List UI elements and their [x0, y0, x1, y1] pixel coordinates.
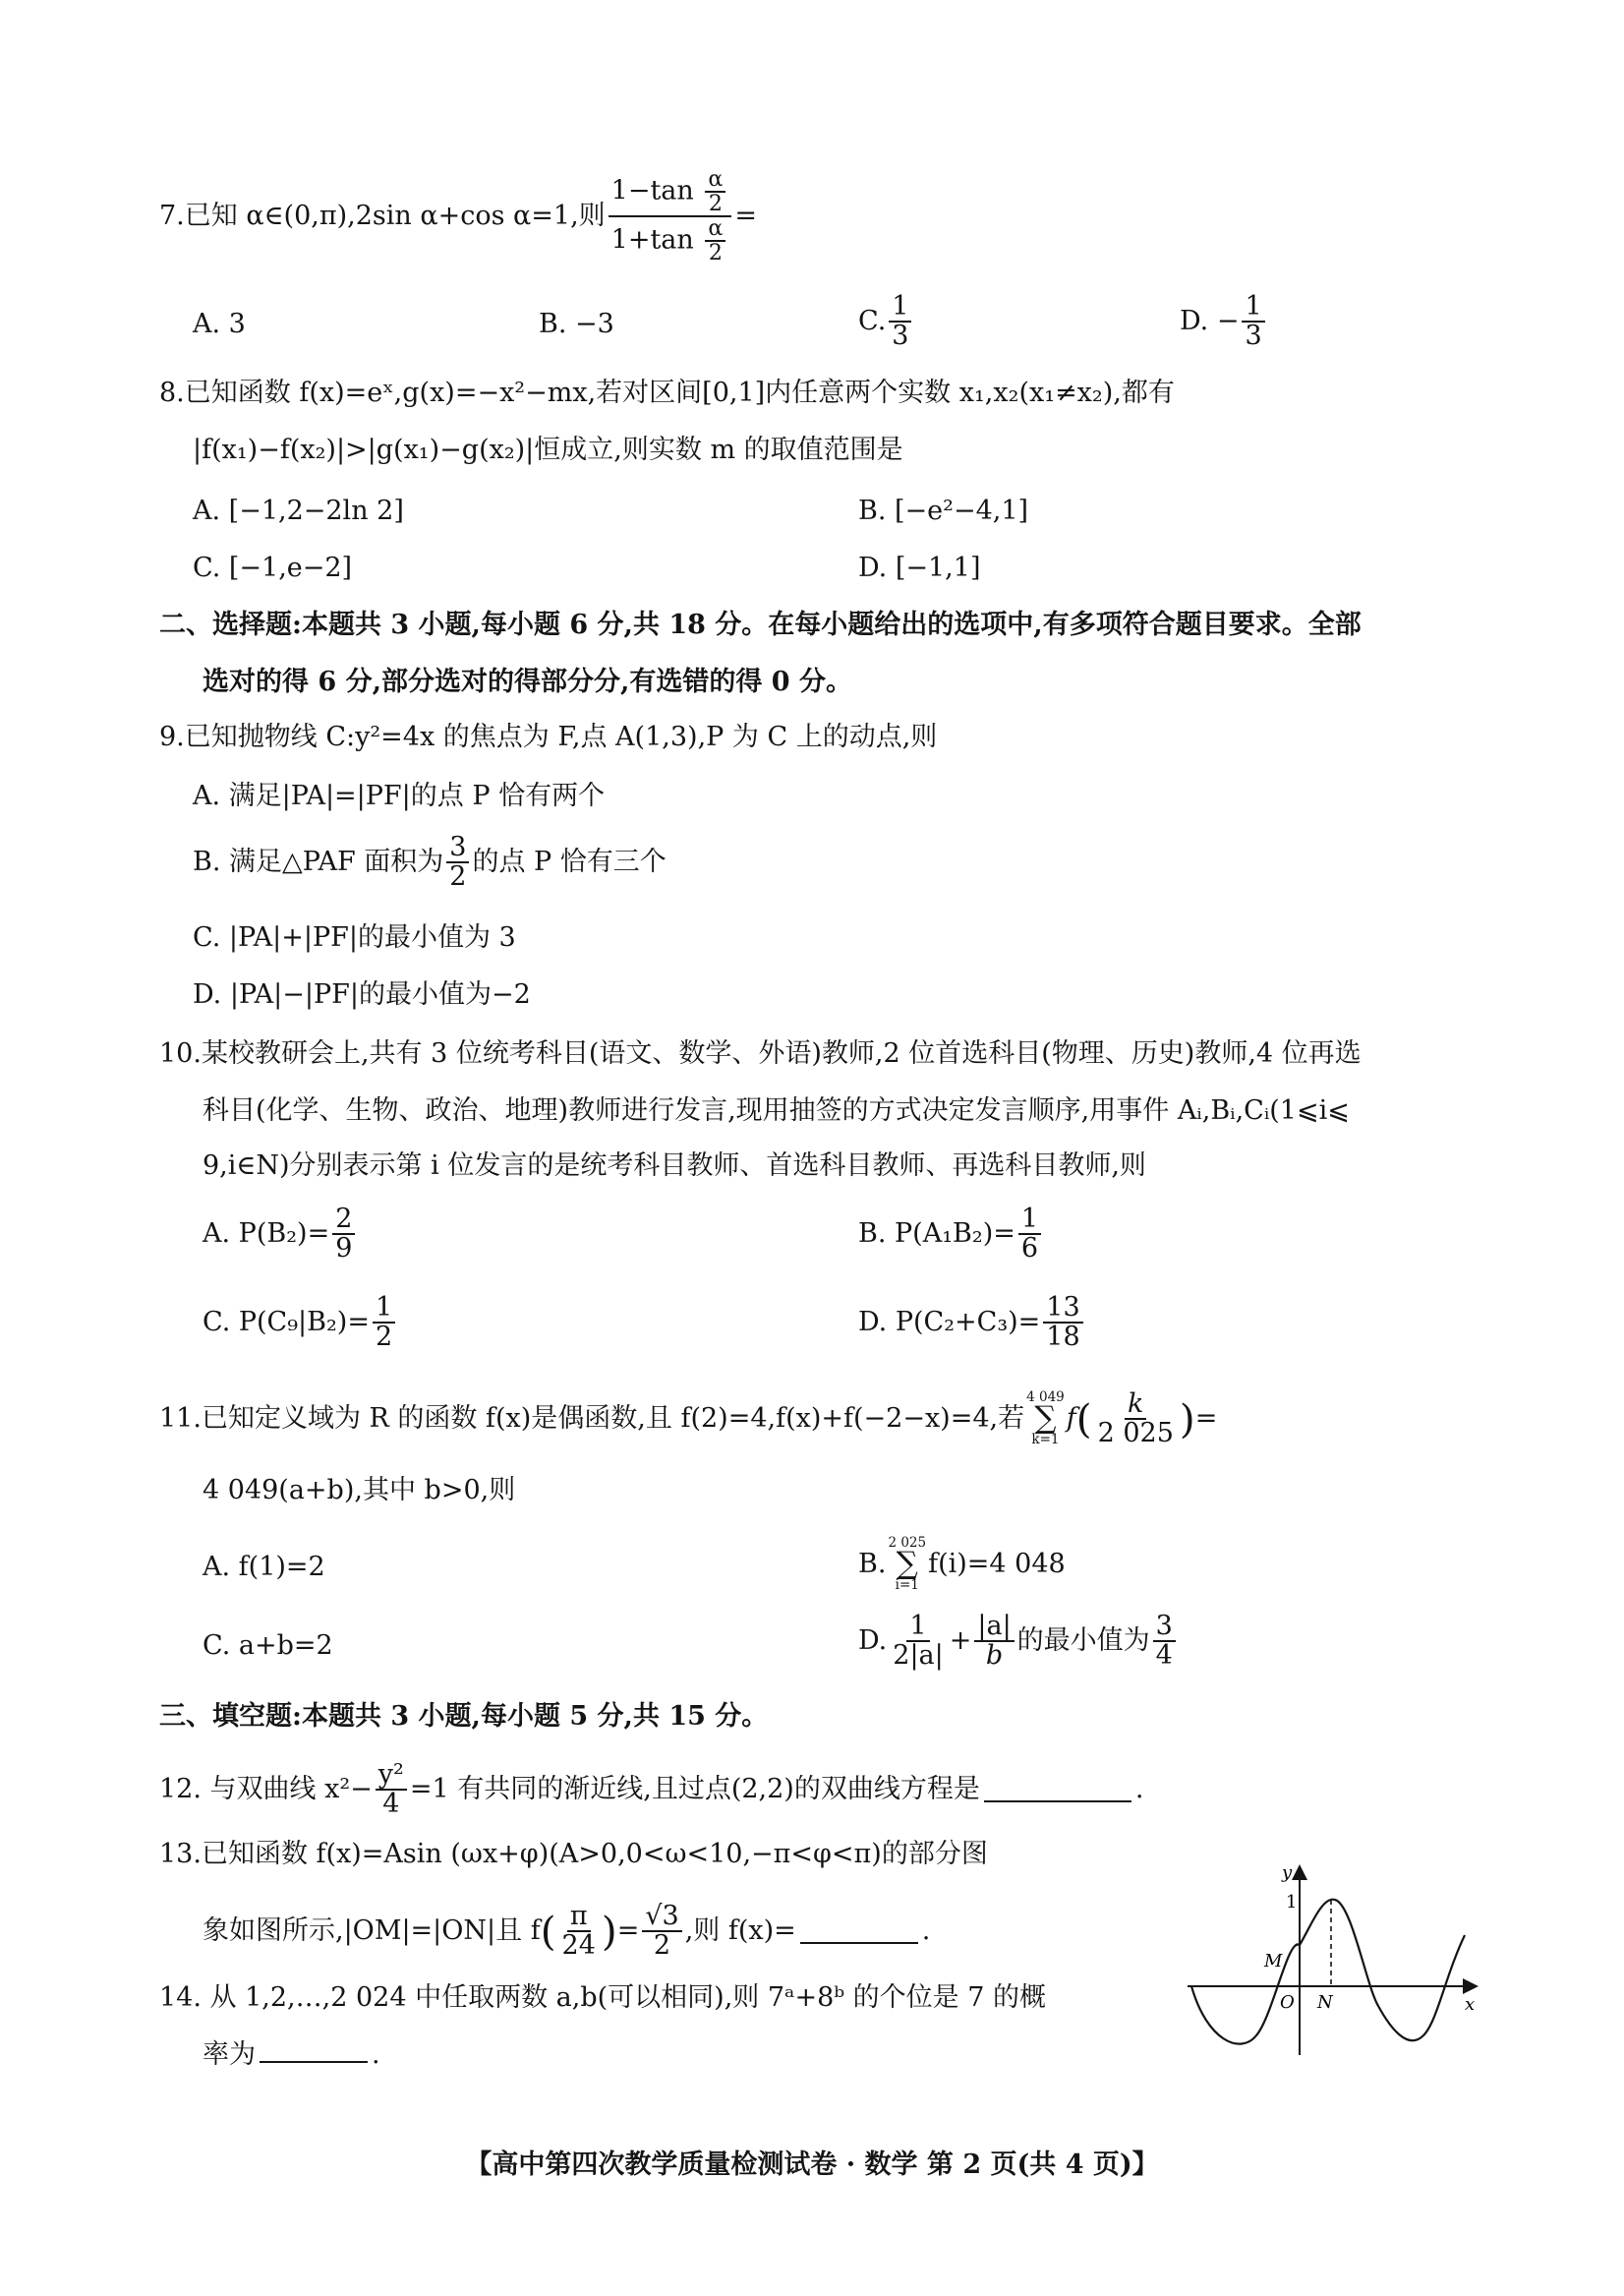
q9-option-b: B. 满足△PAF 面积为 $\frac{3}{2}$ 的点 P 恰有三个 — [193, 832, 667, 893]
q10-option-d: D. P(C₂+C₃)= $\frac{13}{18}$ — [858, 1294, 1086, 1352]
section-2-heading: 二、选择题:本题共 3 小题,每小题 6 分,共 18 分。在每小题给出的选项中,有多项符合题目要求。全部 — [159, 610, 1362, 640]
q13-line-1: 13.已知函数 f(x)=Asin (ωx+φ)(A>0,0<ω<10,−π<φ<π)的部分图 — [159, 1839, 988, 1869]
q7-stem-text: 7.已知 α∈(0,π),2sin α+cos α=1,则 — [159, 200, 606, 231]
q13-answer-blank[interactable] — [800, 1918, 918, 1944]
q9-stem: 9.已知抛物线 C:y²=4x 的焦点为 F,点 A(1,3),P 为 C 上的动点,则 — [159, 722, 938, 752]
q13-sine-graph — [1180, 1858, 1494, 2065]
q7-option-c: C. $\frac{1}{3}$ — [858, 293, 914, 351]
q13-line-2: 象如图所示,|OM|=|ON|且 f ( $\frac{\pi}{24}$ ) = $\frac{√3}{2}$ ,则 f(x)= . — [203, 1900, 931, 1961]
label-o: O — [1280, 1992, 1295, 2013]
q8-line-1: 8.已知函数 f(x)=eˣ,g(x)=−x²−mx,若对区间[0,1]内任意两个实数 x₁,x₂(x₁≠x₂),都有 — [159, 378, 1175, 408]
q8-option-d: D. [−1,1] — [858, 553, 981, 583]
q9-option-c: C. |PA|+|PF|的最小值为 3 — [193, 922, 516, 953]
label-one: 1 — [1286, 1892, 1298, 1913]
q8-option-a: A. [−1,2−2ln 2] — [193, 496, 404, 526]
q11-summation: 4 049 ∑ k=1 — [1026, 1389, 1065, 1447]
sine-curve — [1191, 1900, 1465, 2044]
label-n: N — [1317, 1992, 1333, 2013]
q8-option-c: C. [−1,e−2] — [193, 553, 353, 583]
q7-option-b: B. −3 — [539, 309, 614, 339]
q10-option-b: B. P(A₁B₂)= $\frac{1}{6}$ — [858, 1206, 1044, 1264]
q12-stem: 12. 与双曲线 x²− $\frac{\text{y²}}{4}$ =1 有共同的渐近线,且过点(2,2)的双曲线方程是 . — [159, 1758, 1144, 1819]
q11-line-1: 11.已知定义域为 R 的函数 f(x)是偶函数,且 f(2)=4,f(x)+f(−2−x)=4,若 4 049 ∑ k=1 f ( $\frac{k}{2 025}$ ) = — [159, 1387, 1218, 1448]
q7-option-a: A. 3 — [193, 309, 246, 339]
q10-line-3: 9,i∈N)分别表示第 i 位发言的是统考科目教师、首选科目教师、再选科目教师,则 — [203, 1150, 1146, 1181]
q12-answer-blank[interactable] — [984, 1777, 1131, 1802]
label-x: x — [1465, 1994, 1476, 2015]
q9-option-a: A. 满足|PA|=|PF|的点 P 恰有两个 — [193, 781, 606, 811]
label-m: M — [1264, 1951, 1283, 1972]
q10-line-1: 10.某校教研会上,共有 3 位统考科目(语文、数学、外语)教师,2 位首选科目(物理、历史)教师,4 位再选 — [159, 1038, 1362, 1069]
section-2-heading-cont: 选对的得 6 分,部分选对的得部分分,有选错的得 0 分。 — [203, 667, 852, 697]
q8-option-b: B. [−e²−4,1] — [858, 496, 1029, 526]
q14-line-2: 率为 . — [203, 2039, 380, 2070]
q11-option-c: C. a+b=2 — [203, 1630, 333, 1661]
q11-option-b: B. 2 025 ∑ i=1 f(i)=4 048 — [858, 1535, 1066, 1593]
q10-option-a: A. P(B₂)= $\frac{2}{9}$ — [203, 1206, 358, 1264]
q11-line-2: 4 049(a+b),其中 b>0,则 — [203, 1475, 516, 1505]
page-footer: 【高中第四次教学质量检测试卷 · 数学 第 2 页(共 4 页)】 — [465, 2149, 1159, 2180]
q10-line-2: 科目(化学、生物、政治、地理)教师进行发言,现用抽签的方式决定发言顺序,用事件 Aᵢ,Bᵢ,Cᵢ(1⩽i⩽ — [203, 1095, 1350, 1126]
q7-fraction: 1−tan $\frac{\alpha}{2}$ 1+tan $\frac{\alpha}{2}$ — [609, 168, 732, 265]
q9-option-d: D. |PA|−|PF|的最小值为−2 — [193, 979, 531, 1010]
q14-answer-blank[interactable] — [260, 2037, 368, 2063]
q8-line-2: |f(x₁)−f(x₂)|>|g(x₁)−g(x₂)|恒成立,则实数 m 的取值范围是 — [193, 435, 903, 465]
q10-option-c: C. P(C₉|B₂)= $\frac{1}{2}$ — [203, 1294, 398, 1352]
q7-stem: 7.已知 α∈(0,π),2sin α+cos α=1,则 1−tan $\frac{\alpha}{2}$ 1+tan $\frac{\alpha}{2}$ = — [159, 165, 757, 266]
q7-option-d: D. − $\frac{1}{3}$ — [1180, 293, 1268, 351]
q11-option-d: D. $\frac{1}{2|a|}$ + $\frac{|a|}{b}$ 的最小值为 $\frac{3}{4}$ — [858, 1613, 1179, 1671]
q14-line-1: 14. 从 1,2,…,2 024 中任取两数 a,b(可以相同),则 7ᵃ+8ᵇ 的个位是 7 的概 — [159, 1982, 1046, 2013]
q11-option-a: A. f(1)=2 — [203, 1552, 325, 1582]
label-y: y — [1282, 1862, 1293, 1883]
section-3-heading: 三、填空题:本题共 3 小题,每小题 5 分,共 15 分。 — [159, 1701, 769, 1732]
